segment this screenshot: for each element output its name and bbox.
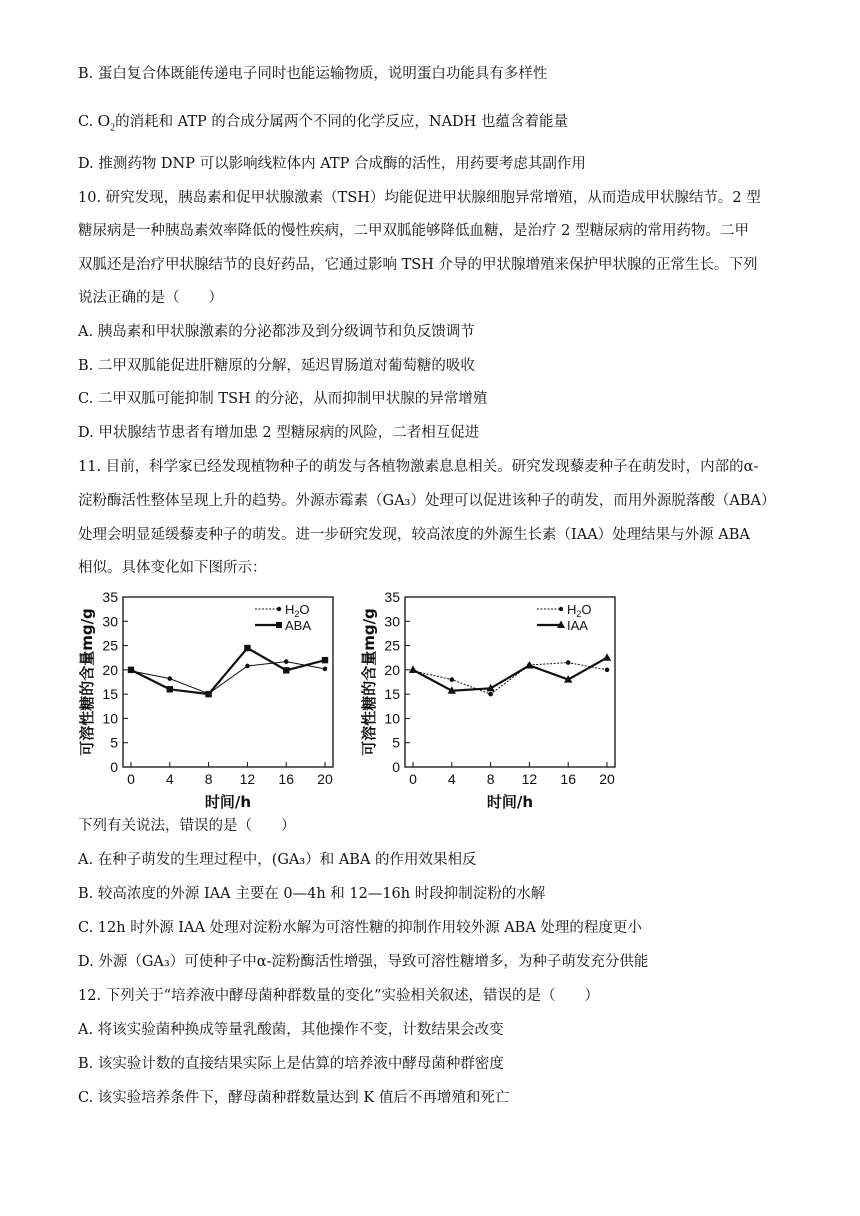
point-h2o (450, 677, 455, 682)
q11-stem-4: 相似。具体变化如下图所示： (78, 560, 267, 576)
chart-h2o-vs-aba (78, 589, 378, 819)
point-aba (283, 667, 289, 673)
x-tick-label: 8 (204, 771, 213, 787)
x-axis-title: 时间/h (204, 793, 252, 811)
point-aba (128, 667, 134, 673)
q10-option-a: A. 胰岛素和甲状腺激素的分泌都涉及到分级调节和负反馈调节 (78, 324, 475, 340)
x-tick-label: 12 (239, 771, 256, 787)
q11-option-c: C. 12h 时外源 IAA 处理对淀粉水解为可溶性糖的抑制作用较外源 ABA 处理的程度更小 (78, 920, 642, 936)
q11-option-b: B. 较高浓度的外源 IAA 主要在 0—4h 和 12—16h 时段抑制淀粉的水解 (78, 886, 546, 902)
y-tick-label: 5 (110, 734, 118, 751)
y-tick-label: 30 (384, 613, 400, 630)
y-tick-label: 15 (102, 686, 118, 703)
q12-option-a: A. 将该实验菌种换成等量乳酸菌，其他操作不变，计数结果会改变 (78, 1022, 504, 1038)
q10-stem-3: 双胍还是治疗甲状腺结节的良好药品，它通过影响 TSH 介导的甲状腺增殖来保护甲状腺的正常生长。下列 (78, 257, 758, 273)
q10-option-d: D. 甲状腺结节患者有增加患 2 型糖尿病的风险，二者相互促进 (78, 425, 480, 441)
series-line-iaa (413, 658, 607, 691)
y-tick-label: 20 (384, 661, 400, 678)
y-tick-label: 0 (392, 759, 400, 775)
chart-h2o-vs-iaa (360, 589, 660, 819)
x-axis-title: 时间/h (486, 793, 534, 811)
q11-option-d: D. 外源（GA₃）可使种子中α-淀粉酶活性增强，导致可溶性糖增多，为种子萌发充分供能 (78, 954, 649, 970)
y-tick-label: 35 (384, 589, 400, 605)
q11-stem-2: 淀粉酶活性整体呈现上升的趋势。外源赤霉素（GA₃）处理可以促进该种子的萌发，而用外源脱落酸（ABA） (78, 493, 776, 509)
point-aba (322, 657, 328, 663)
q11-question: 下列有关说法，错误的是（ ） (78, 818, 296, 834)
legend-label-h2o: $H_2O$ (285, 602, 310, 619)
point-aba (167, 686, 173, 692)
legend-marker-aba (276, 622, 282, 628)
point-iaa (409, 665, 417, 673)
x-tick-label: 0 (127, 771, 135, 787)
q10-option-c: C. 二甲双胍可能抑制 TSH 的分泌，从而抑制甲状腺的异常增殖 (78, 391, 488, 407)
y-tick-label: 35 (102, 589, 118, 605)
q9-option-c (78, 111, 568, 138)
q9-option-d: D. 推测药物 DNP 可以影响线粒体内 ATP 合成酶的活性，用药要考虑其副作用 (78, 156, 586, 172)
q10-option-b: B. 二甲双胍能促进肝糖原的分解，延迟胃肠道对葡萄糖的吸收 (78, 358, 475, 374)
q11-figures (78, 589, 778, 819)
point-h2o (284, 659, 289, 664)
point-h2o (245, 664, 250, 669)
legend-label-h2o: $H_2O$ (567, 602, 592, 619)
x-tick-label: 12 (521, 771, 538, 787)
q10-stem-2: 糖尿病是一种胰岛素效率降低的慢性疾病，二甲双胍能够降低血糖，是治疗 2 型糖尿病的常用药物。二甲 (78, 223, 749, 239)
q11-stem-3: 处理会明显延缓藜麦种子的萌发。进一步研究发现，较高浓度的外源生长素（IAA）处理结果与外源 ABA (78, 527, 750, 543)
point-h2o (323, 667, 328, 672)
y-tick-label: 10 (384, 710, 400, 727)
q10-stem-4: 说法正确的是（ ） (78, 290, 223, 306)
series-line-h2o (413, 663, 607, 695)
y-axis-title: 可溶性糖的含量mg/g (78, 608, 96, 756)
point-iaa (525, 661, 533, 669)
y-tick-label: 20 (102, 661, 118, 678)
legend-marker-h2o (277, 607, 281, 611)
x-tick-label: 0 (409, 771, 417, 787)
y-tick-label: 25 (384, 637, 400, 654)
q10-stem-1: 10. 研究发现，胰岛素和促甲状腺激素（TSH）均能促进甲状腺细胞异常增殖，从而造成甲状腺结节。2 型 (78, 190, 761, 206)
x-tick-label: 20 (599, 771, 615, 787)
x-tick-label: 8 (486, 771, 495, 787)
q12-option-b: B. 该实验计数的直接结果实际上是估算的培养液中酵母菌种群密度 (78, 1056, 504, 1072)
series-line-aba (131, 648, 325, 694)
y-tick-label: 30 (102, 613, 118, 630)
q9c-prefix: C. (78, 114, 94, 130)
point-h2o (605, 668, 610, 673)
q11-stem-1: 11. 目前，科学家已经发现植物种子的萌发与各植物激素息息相关。研究发现藜麦种子在萌发时，内部的α- (78, 459, 759, 475)
x-tick-label: 16 (278, 771, 294, 787)
y-tick-label: 10 (102, 710, 118, 727)
point-h2o (566, 660, 571, 665)
series-line-h2o (131, 662, 325, 694)
point-h2o (168, 676, 173, 681)
o2-symbol: $O_2$ (97, 111, 116, 134)
x-tick-label: 4 (165, 771, 174, 787)
q9c-text: 的消耗和 ATP 的合成分属两个不同的化学反应，NADH 也蕴含着能量 (115, 114, 568, 130)
q9-option-b: B. 蛋白复合体既能传递电子同时也能运输物质，说明蛋白功能具有多样性 (78, 66, 548, 82)
q11-option-a: A. 在种子萌发的生理过程中，(GA₃）和 ABA 的作用效果相反 (78, 852, 477, 868)
legend-label-iaa: IAA (567, 618, 588, 633)
q12-stem: 12. 下列关于“培养液中酵母菌种群数量的变化”实验相关叙述，错误的是（ ） (78, 988, 599, 1004)
point-aba (244, 645, 250, 651)
q12-option-c: C. 该实验培养条件下，酵母菌种群数量达到 K 值后不再增殖和死亡 (78, 1090, 510, 1106)
point-h2o (488, 692, 493, 697)
point-iaa (603, 653, 611, 661)
y-axis-title: 可溶性糖的含量mg/g (360, 608, 378, 756)
y-tick-label: 15 (384, 686, 400, 703)
y-tick-label: 0 (110, 759, 118, 775)
x-tick-label: 20 (317, 771, 333, 787)
legend-label-aba: ABA (285, 618, 312, 633)
x-tick-label: 16 (560, 771, 576, 787)
legend-marker-h2o (559, 607, 563, 611)
y-tick-label: 5 (392, 734, 400, 751)
y-tick-label: 25 (102, 637, 118, 654)
x-tick-label: 4 (447, 771, 456, 787)
point-aba (205, 691, 211, 697)
